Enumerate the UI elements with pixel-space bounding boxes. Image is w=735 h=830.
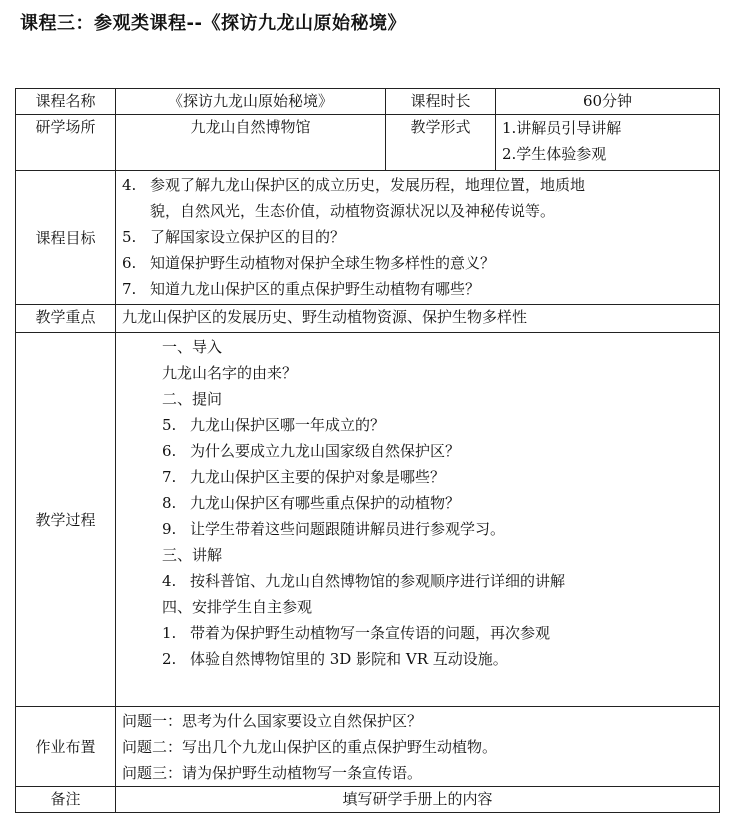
homework-item: 问题二：写出几个九龙山保护区的重点保护野生动植物。	[122, 738, 498, 756]
row-focus	[16, 305, 720, 333]
row-homework	[16, 707, 720, 787]
homework-item: 问题一：思考为什么国家要设立自然保护区？	[122, 712, 423, 730]
process-section-title: 一、导入	[162, 338, 223, 356]
process-section-title: 二、提问	[162, 390, 223, 408]
goal-text-continued: 貌，自然风光，生态价值，动植物资源状况以及神秘传说等。	[150, 202, 556, 220]
focus-label: 教学重点	[16, 305, 116, 333]
step-text: 按科普馆、九龙山自然博物馆的参观顺序进行详细的讲解	[190, 572, 566, 590]
form-item: 1.讲解员引导讲解	[502, 119, 622, 137]
process-step	[122, 412, 713, 438]
course-name-label: 课程名称	[16, 89, 116, 115]
step-number: 9.	[162, 520, 177, 538]
duration-value: 60分钟	[496, 89, 720, 115]
process-label: 教学过程	[16, 333, 116, 707]
homework-item: 问题三：请为保护野生动植物写一条宣传语。	[122, 764, 423, 782]
step-text: 体验自然博物馆里的 3D 影院和 VR 互动设施。	[190, 650, 508, 668]
goals-content	[116, 171, 720, 305]
homework-label: 作业布置	[16, 707, 116, 787]
course-name-value: 《探访九龙山原始秘境》	[116, 89, 386, 115]
homework-content	[116, 707, 720, 787]
goal-text: 参观了解九龙山保护区的成立历史，发展历程，地理位置，地质地	[150, 176, 586, 194]
goal-text: 了解国家设立保护区的目的？	[150, 228, 346, 246]
focus-value: 九龙山保护区的发展历史、野生动植物资源、保护生物多样性	[116, 305, 720, 333]
row-goals	[16, 171, 720, 305]
process-section-title: 三、讲解	[162, 546, 223, 564]
step-text: 为什么要成立九龙山国家级自然保护区？	[190, 442, 461, 460]
step-text: 让学生带着这些问题跟随讲解员进行参观学习。	[190, 520, 506, 538]
process-text: 九龙山名字的由来？	[162, 364, 298, 382]
goals-label: 课程目标	[16, 171, 116, 305]
step-text: 九龙山保护区主要的保护对象是哪些？	[190, 468, 446, 486]
step-number: 2.	[162, 650, 177, 668]
process-step	[122, 490, 713, 516]
goal-item	[122, 172, 713, 198]
process-step	[122, 620, 713, 646]
venue-value: 九龙山自然博物馆	[116, 115, 386, 171]
notes-value: 填写研学手册上的内容	[116, 787, 720, 813]
course-plan-table	[15, 88, 720, 813]
row-notes	[16, 787, 720, 813]
process-step	[122, 516, 713, 542]
goal-number: 5.	[122, 228, 137, 246]
step-text: 九龙山保护区哪一年成立的？	[190, 416, 386, 434]
notes-label: 备注	[16, 787, 116, 813]
goal-item	[122, 224, 713, 250]
duration-label: 课程时长	[386, 89, 496, 115]
goal-number: 6.	[122, 254, 137, 272]
row-process	[16, 333, 720, 707]
form-value	[496, 115, 720, 171]
process-step	[122, 646, 713, 672]
step-number: 6.	[162, 442, 177, 460]
goal-text: 知道九龙山保护区的重点保护野生动植物有哪些？	[150, 280, 481, 298]
goal-number: 4.	[122, 176, 137, 194]
process-step	[122, 568, 713, 594]
process-content	[116, 333, 720, 707]
row-venue	[16, 115, 720, 171]
goal-number: 7.	[122, 280, 137, 298]
row-course-name	[16, 89, 720, 115]
step-number: 1.	[162, 624, 177, 642]
form-label: 教学形式	[386, 115, 496, 171]
goal-item	[122, 276, 713, 302]
step-number: 5.	[162, 416, 177, 434]
step-text: 带着为保护野生动植物写一条宣传语的问题，再次参观	[190, 624, 551, 642]
process-step	[122, 464, 713, 490]
process-step	[122, 438, 713, 464]
step-number: 8.	[162, 494, 177, 512]
venue-label: 研学场所	[16, 115, 116, 171]
goal-item	[122, 250, 713, 276]
page-title: 课程三：参观类课程--《探访九龙山原始秘境》	[20, 13, 406, 34]
step-number: 4.	[162, 572, 177, 590]
step-text: 九龙山保护区有哪些重点保护的动植物？	[190, 494, 461, 512]
goal-text: 知道保护野生动植物对保护全球生物多样性的意义？	[150, 254, 496, 272]
process-section-title: 四、安排学生自主参观	[162, 598, 313, 616]
form-item: 2.学生体验参观	[502, 145, 607, 163]
step-number: 7.	[162, 468, 177, 486]
